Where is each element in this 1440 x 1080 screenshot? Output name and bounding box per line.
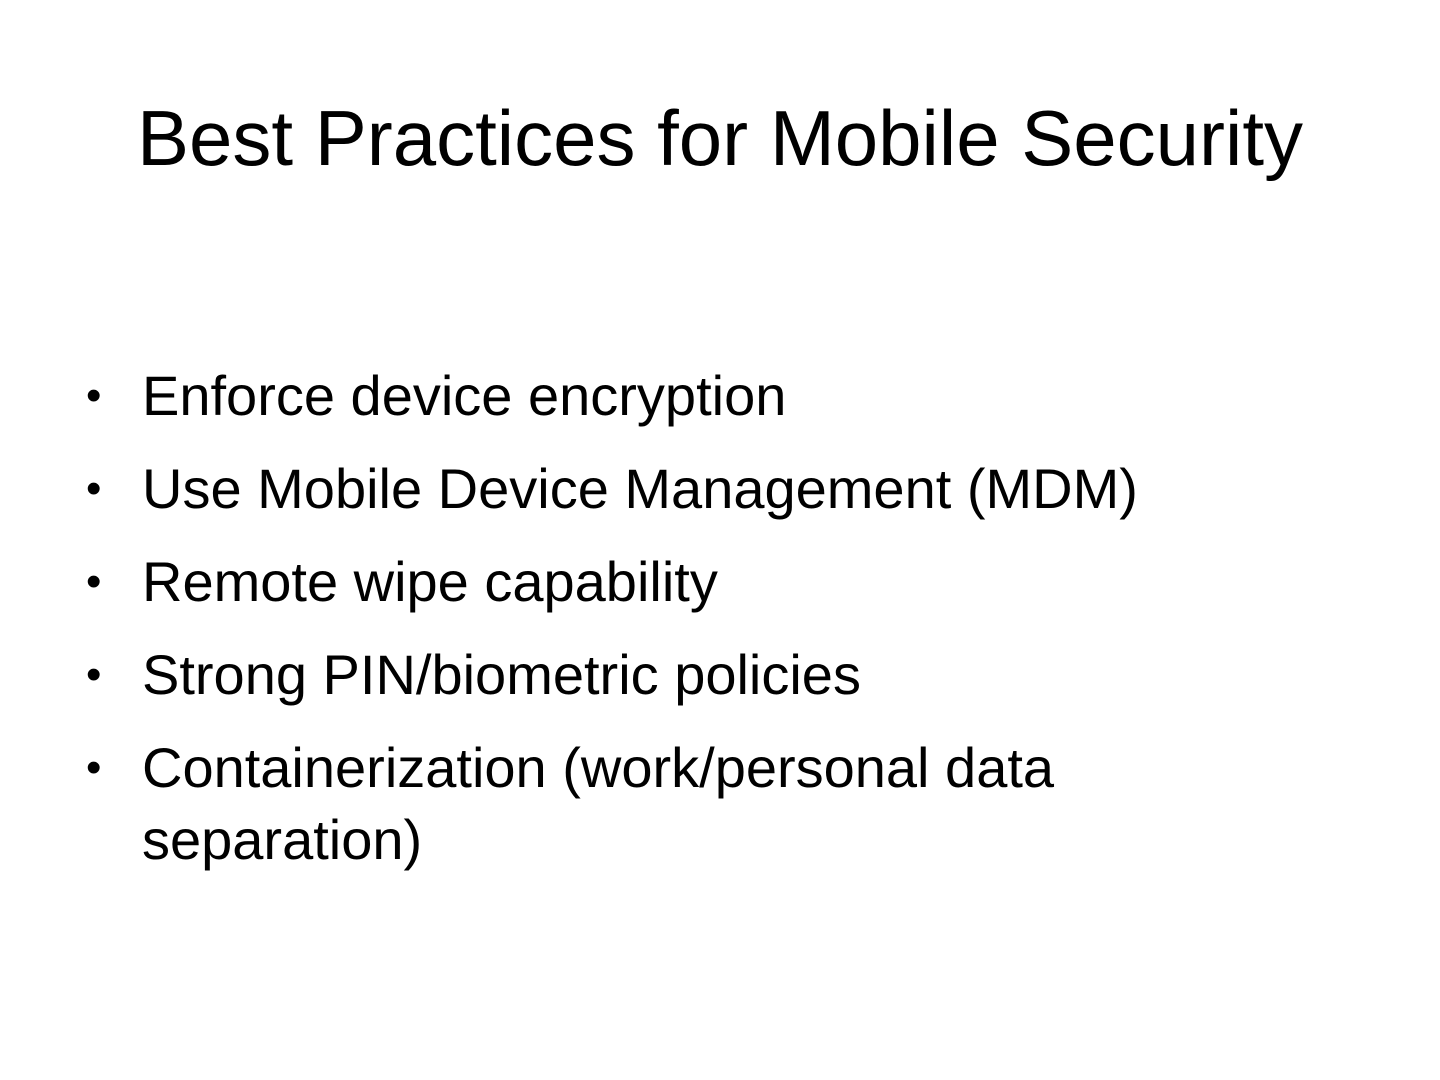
bullet-item [86, 546, 1386, 618]
bullet-icon: • [86, 371, 102, 420]
bullet-icon: • [86, 650, 102, 699]
bullet-list [86, 360, 1386, 897]
bullet-item [86, 360, 1386, 432]
bullet-icon: • [86, 464, 102, 513]
bullet-icon: • [86, 743, 102, 792]
bullet-text: Containerization (work/personal data separation) [142, 736, 1055, 871]
slide-title: Best Practices for Mobile Security [136, 94, 1304, 182]
bullet-text: Enforce device encryption [142, 364, 787, 427]
bullet-item [86, 732, 1386, 876]
bullet-icon: • [86, 557, 102, 606]
bullet-text: Strong PIN/biometric policies [142, 643, 861, 706]
bullet-text: Remote wipe capability [142, 550, 718, 613]
bullet-text: Use Mobile Device Management (MDM) [142, 457, 1138, 520]
bullet-item [86, 639, 1386, 711]
bullet-item [86, 453, 1386, 525]
